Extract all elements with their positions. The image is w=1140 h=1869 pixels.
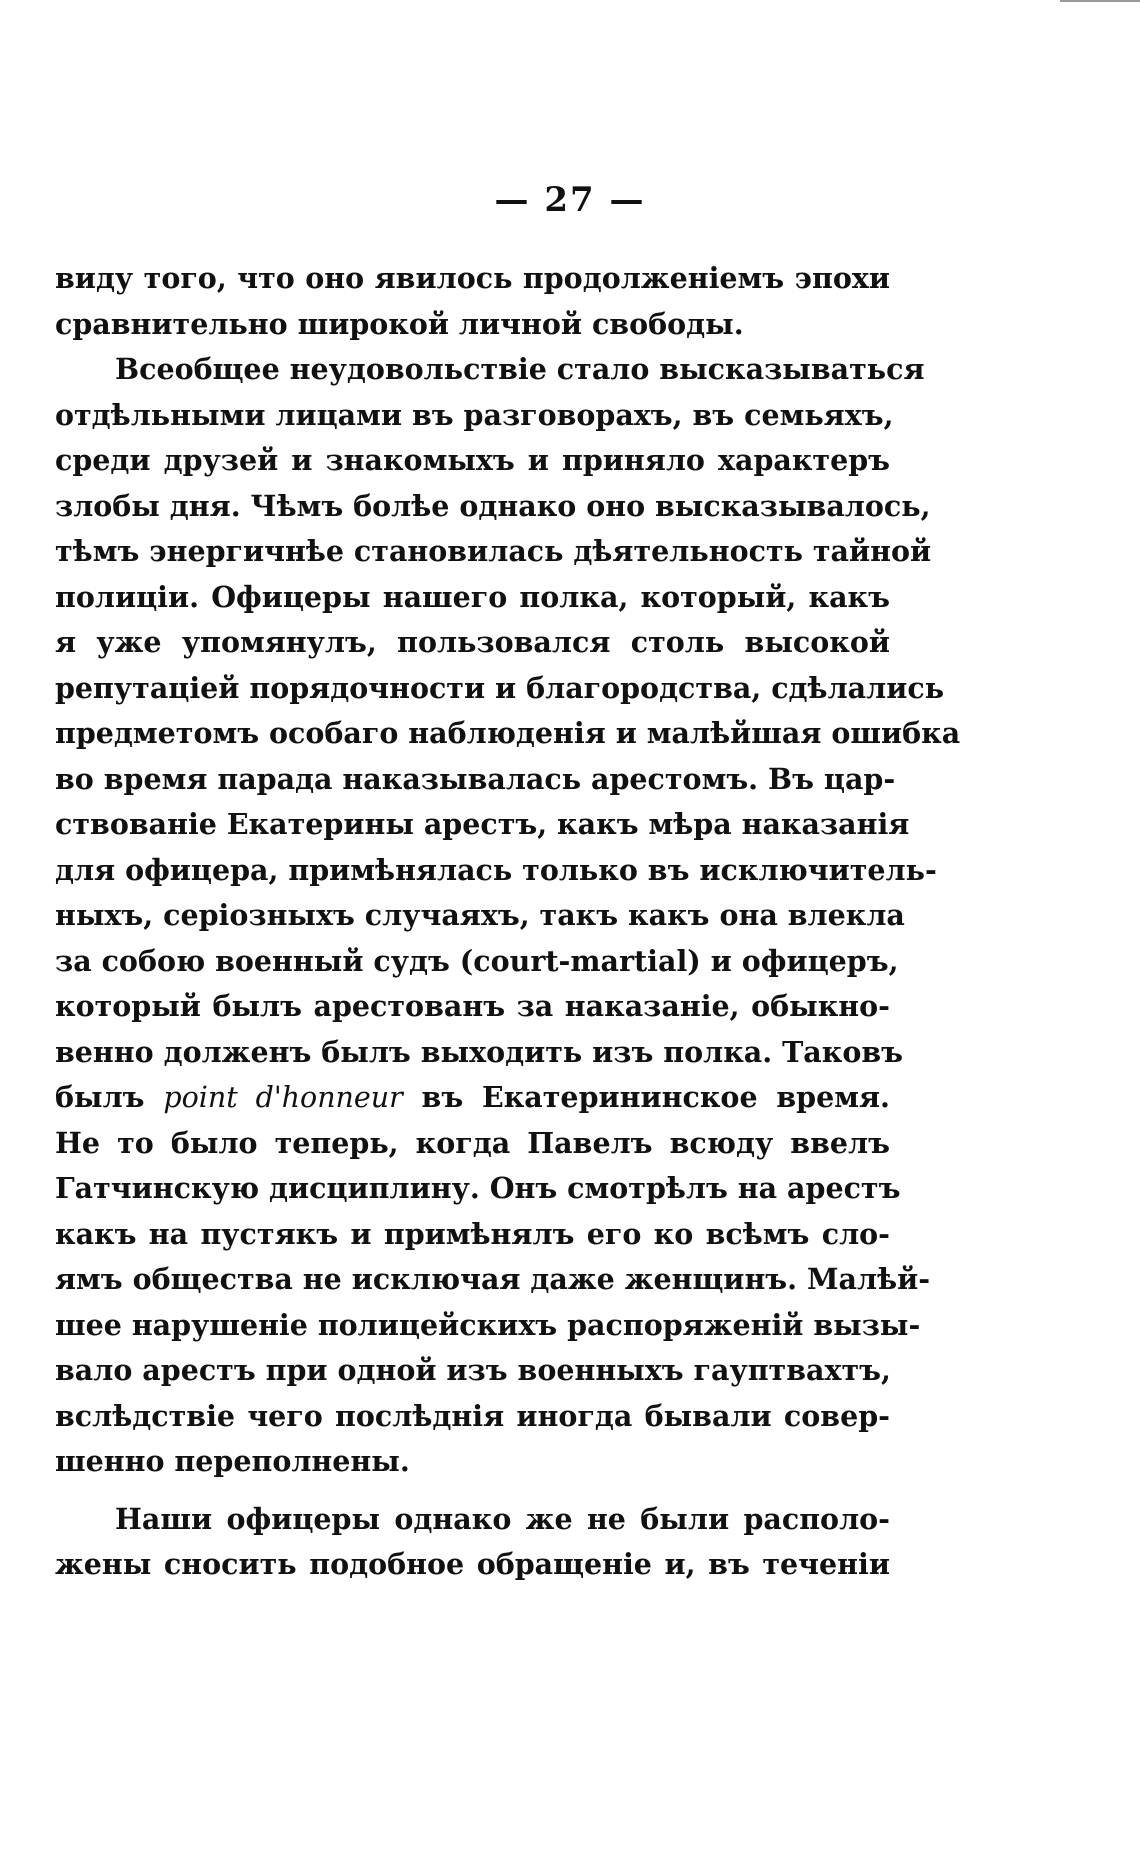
text-line: репутаціей порядочности и благородства, сдѣлались <box>55 670 945 705</box>
text-line: во время парада наказывалась арестомъ. Въ цар- <box>55 761 896 796</box>
text-line: шенно переполнены. <box>55 1444 410 1478</box>
text-line: ныхъ, серіозныхъ случаяхъ, такъ какъ она влекла <box>55 898 905 932</box>
body-text <box>55 256 961 1588</box>
text-line: шее нарушеніе полицейскихъ распоряженій вызы- <box>55 1307 921 1342</box>
text-line: который былъ арестованъ за наказаніе, обыкно- <box>55 989 890 1023</box>
text-line: я уже упомянулъ, пользовался столь высокой <box>55 625 890 659</box>
text-line: Не то было теперь, когда Павелъ всюду ввелъ <box>55 1125 890 1160</box>
paragraph-1 <box>55 256 890 347</box>
text-line: предметомъ особаго наблюденія и малѣйшая ошибка <box>55 716 961 750</box>
text-line-with-italic <box>55 1075 890 1121</box>
text-line: вслѣдствіе чего послѣднія иногда бывали совер- <box>55 1398 890 1433</box>
text-line: для офицера, примѣнялась только въ исключитель- <box>55 852 937 887</box>
text-line: ямъ общества не исключая даже женщинъ. Малѣй- <box>55 1262 931 1296</box>
text-line: Всеобщее неудовольствіе стало высказываться <box>115 352 925 386</box>
text-line: среди друзей и знакомыхъ и приняло характеръ <box>55 443 890 477</box>
text-run: въ Екатерининское время. <box>421 1080 890 1114</box>
text-line: какъ на пустякъ и примѣнялъ его ко всѣмъ сло- <box>55 1216 890 1251</box>
text-line: злобы дня. Чѣмъ болѣе однако оно высказывалось, <box>55 488 931 523</box>
page-number: — 27 — <box>494 180 646 220</box>
scan-edge-mark <box>1060 0 1140 2</box>
text-line: Гатчинскую дисциплину. Онъ смотрѣлъ на арестъ <box>55 1171 901 1205</box>
text-line: сравнительно широкой личной свободы. <box>55 306 744 341</box>
italic-phrase: point d'honneur <box>163 1081 403 1114</box>
text-line: Наши офицеры однако же не были располо- <box>115 1501 890 1536</box>
text-line: за собою военный судъ (court-martial) и офицеръ, <box>55 943 899 978</box>
text-line: венно долженъ былъ выходить изъ полка. Таковъ <box>55 1034 904 1069</box>
text-line: вало арестъ при одной изъ военныхъ гауптвахтъ, <box>55 1353 891 1387</box>
text-run: былъ <box>55 1080 145 1114</box>
text-line: виду того, что оно явилось продолженіемъ эпохи <box>55 261 890 295</box>
text-line: ствованіе Екатерины арестъ, какъ мѣра наказанія <box>55 807 910 841</box>
paragraph-gap <box>55 1485 890 1497</box>
text-line: полиціи. Офицеры нашего полка, который, какъ <box>55 579 890 614</box>
paragraph-3 <box>55 1497 890 1588</box>
text-line: тѣмъ энергичнѣе становилась дѣятельность тайной <box>55 534 932 568</box>
paragraph-2 <box>55 347 961 1485</box>
text-line: жены сносить подобное обращеніе и, въ теченіи <box>55 1547 890 1581</box>
text-line: отдѣльными лицами въ разговорахъ, въ семьяхъ, <box>55 397 894 432</box>
